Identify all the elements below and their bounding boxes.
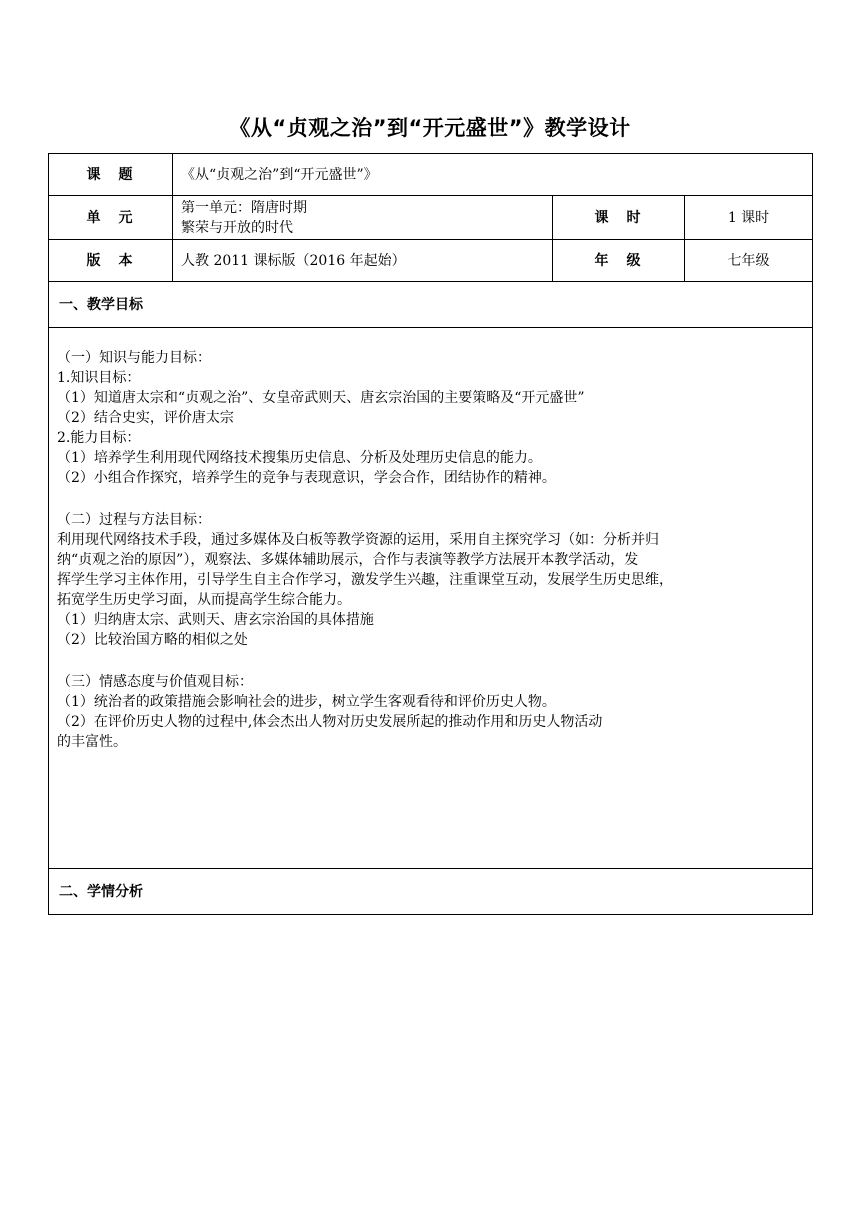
paragraph-gap bbox=[57, 488, 806, 510]
objective-line: （1）统治者的政策措施会影响社会的进步，树立学生客观看待和评价历史人物。 bbox=[57, 694, 556, 710]
unit-value-line1: 第一单元：隋唐时期 bbox=[181, 199, 307, 216]
grade-label: 年 级 bbox=[553, 240, 685, 282]
course-value: 《从“贞观之治”到“开元盛世”》 bbox=[173, 154, 813, 196]
section1-heading: 一、教学目标 bbox=[49, 282, 813, 328]
section2-heading-row bbox=[49, 869, 813, 915]
document-title: 《从“贞观之治”到“开元盛世”》教学设计 bbox=[229, 116, 631, 140]
unit-value bbox=[173, 196, 553, 240]
objective-line: （2）小组合作探究，培养学生的竞争与表现意识，学会合作，团结协作的精神。 bbox=[57, 470, 556, 486]
objective-line: （2）结合史实，评价唐太宗 bbox=[57, 410, 234, 426]
objective-line: （1）归纳唐太宗、武则天、唐玄宗治国的具体措施 bbox=[57, 612, 374, 628]
objective-line: （1）培养学生利用现代网络技术搜集历史信息、分析及处理历史信息的能力。 bbox=[57, 450, 542, 466]
course-row bbox=[49, 154, 813, 196]
objective-line: 挥学生学习主体作用，引导学生自主合作学习，激发学生兴趣，注重课堂互动，发展学生历史思维， bbox=[57, 572, 673, 588]
objective-line: 的丰富性。 bbox=[57, 734, 127, 750]
edition-row bbox=[49, 240, 813, 282]
section2-heading: 二、学情分析 bbox=[49, 869, 813, 915]
unit-label: 单 元 bbox=[49, 196, 173, 240]
objective-line: （二）过程与方法目标： bbox=[57, 512, 211, 528]
objective-line: （一）知识与能力目标： bbox=[57, 350, 211, 366]
lesson-plan-table bbox=[48, 153, 813, 915]
paragraph-gap bbox=[57, 650, 806, 672]
course-label: 课 题 bbox=[49, 154, 173, 196]
objective-line: 纳“贞观之治的原因”），观察法、多媒体辅助展示，合作与表演等教学方法展开本教学活动，发 bbox=[57, 552, 639, 568]
section1-body-row bbox=[49, 328, 813, 869]
objective-line: 2.能力目标： bbox=[57, 430, 141, 446]
grade-value: 七年级 bbox=[685, 240, 813, 282]
objective-line: 拓宽学生历史学习面，从而提高学生综合能力。 bbox=[57, 592, 351, 608]
objective-line: 1.知识目标： bbox=[57, 370, 141, 386]
hours-label: 课 时 bbox=[553, 196, 685, 240]
edition-value: 人教 2011 课标版（2016 年起始） bbox=[173, 240, 553, 282]
section1-heading-row bbox=[49, 282, 813, 328]
hours-value: 1 课时 bbox=[685, 196, 813, 240]
teaching-objectives-content bbox=[49, 328, 813, 869]
objective-line: （2）比较治国方略的相似之处 bbox=[57, 632, 248, 648]
objective-line: （2）在评价历史人物的过程中,体会杰出人物对历史发展所起的推动作用和历史人物活动 bbox=[57, 714, 603, 730]
unit-value-line2: 繁荣与开放的时代 bbox=[181, 219, 293, 236]
unit-row bbox=[49, 196, 813, 240]
objective-line: 利用现代网络技术手段，通过多媒体及白板等教学资源的运用，采用自主探究学习（如：分析并归 bbox=[57, 532, 659, 548]
objective-line: （1）知道唐太宗和“贞观之治”、女皇帝武则天、唐玄宗治国的主要策略及“开元盛世” bbox=[57, 390, 585, 406]
edition-label: 版 本 bbox=[49, 240, 173, 282]
objective-line: （三）情感态度与价值观目标： bbox=[57, 674, 253, 690]
